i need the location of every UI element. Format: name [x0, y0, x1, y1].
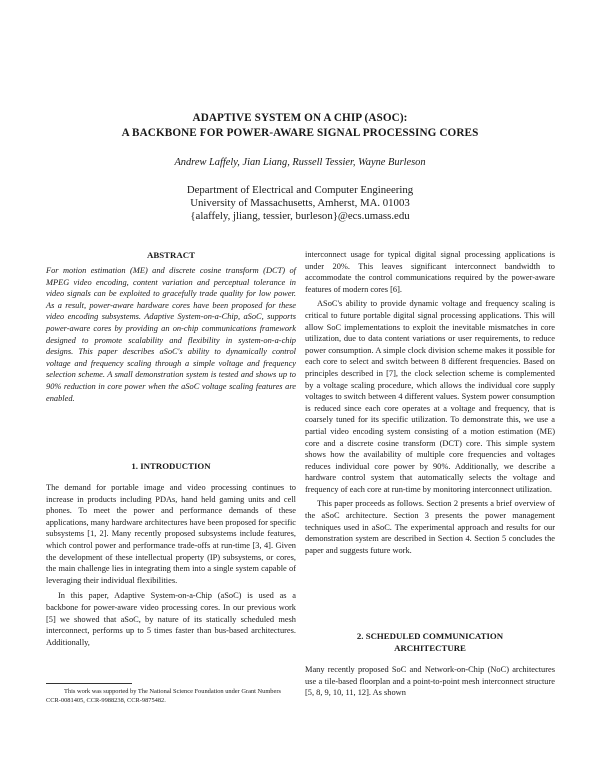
abstract-heading: ABSTRACT — [147, 250, 195, 260]
asoc-scaling-paragraph: ASoC's ability to provide dynamic voltage and frequency scaling is critical to future portable digital signal processing applications. This will allow SoC implementations to exploit the inevitable mismatches in core utilization, due to data content variations or user requirements, to reduce power consumption. A simple clock division scheme makes it possible for each core to select and switch between 8 different frequencies. Based on principles described in [7], the clock selection scheme is complemented by a voltage scaling procedure, which allows the individual core supply voltages to switch between 4 different values. System power consumption is reduced since each core operates at a voltage and frequency, that is coarsely tuned for its specific utilization. To demonstrate this, we use a partial video encoding system consisting of a motion estimation (ME) core and a discrete cosine transform (DCT) core. This simple system shows how the availability of multiple core frequencies and voltages reduces individual core power by 90%. Additionally, we describe a hardware control system that automatically selects the voltage and frequency of each core at run-time by monitoring interconnect utilization. — [305, 299, 555, 494]
paper-title-line2: A BACKBONE FOR POWER-AWARE SIGNAL PROCESSING CORES — [121, 127, 479, 139]
section2-body — [305, 664, 555, 699]
abstract-section — [46, 265, 296, 404]
paper-title-line1: ADAPTIVE SYSTEM ON A CHIP (ASOC): — [192, 112, 408, 124]
affiliation-university: University of Massachusetts, Amherst, MA. 01003 — [190, 197, 410, 209]
footnote-divider — [46, 683, 132, 684]
affiliation-department: Department of Electrical and Computer Engineering — [186, 184, 414, 196]
continued-paragraph: interconnect usage for typical digital signal processing applications is under 20%. This leaves significant interconnect bandwidth to accommodate the control communications required by the power-aware features of modern cores [6]. — [305, 250, 555, 294]
section1-heading: 1. INTRODUCTION — [131, 461, 211, 471]
paper-outline-paragraph: This paper proceeds as follows. Section 2 presents a brief overview of the aSoC architecture. Section 3 presents the power management techniques used in aSoC. The experimental approach and results for our demonstration system are described in Section 4. Section 5 concludes the paper and suggests future work. — [305, 499, 555, 555]
section1-paragraph1: The demand for portable image and video processing continues to increase in products including PDAs, hand held gaming units and cell phones. To meet the power and performance demands of these applications, many hardware architectures have been proposed for specific subsystems [1, 2]. Many recently proposed subsystems include features, which control power and performance trade-offs at run-time [3, 4]. Given the development of these intellectual property (IP) subsystems, or cores, the main challenge lies in integrating them into a single system capable of leveraging their individual flexibilities. — [46, 483, 296, 585]
section1-body — [46, 482, 296, 648]
section2-heading-line2: ARCHITECTURE — [394, 643, 466, 653]
affiliation-emails: {alaffely, jliang, tessier, burleson}@ecs.umass.edu — [190, 210, 410, 222]
paper-authors: Andrew Laffely, Jian Liang, Russell Tessier, Wayne Burleson — [174, 157, 426, 168]
footnote-funding: This work was supported by The National Science Foundation under Grant Numbers CCR-0081405, CCR-9988238, CCR-9875482. — [46, 688, 281, 704]
section1-paragraph2: In this paper, Adaptive System-on-a-Chip (aSoC) is used as a backbone for power-aware video processing cores. In our previous work [5] we showed that aSoC, by nature of its statically scheduled mesh interconnect, performs up to 5 times faster than bus-based architectures. Additionally, — [46, 591, 296, 647]
section2-heading-line1: 2. SCHEDULED COMMUNICATION — [356, 631, 504, 641]
section2-paragraph1: Many recently proposed SoC and Network-on-Chip (NoC) architectures use a tile-based floorplan and a point-to-point mesh interconnect structure [5, 8, 9, 10, 11, 12]. As shown — [305, 665, 555, 698]
right-column-body — [305, 249, 555, 556]
abstract-text: For motion estimation (ME) and discrete cosine transform (DCT) of MPEG video encoding, content variation and perceptual tolerance in video signals can be exploited to gracefully trade quality for low power. As a result, power-aware hardware cores have been proposed for these video encoding subsystems. Adaptive System-on-a-Chip, aSoC, supports power-aware cores by providing an on-chip communications framework designed to promote scalability and flexibility in system-on-a-chip designs. This paper describes aSoC's ability to dynamically control voltage and frequency scaling through a simple voltage and frequency selection scheme. A small demonstration system is tested and shows up to 90% reduction in core power when the aSoC voltage scaling features are enabled. — [46, 266, 296, 403]
